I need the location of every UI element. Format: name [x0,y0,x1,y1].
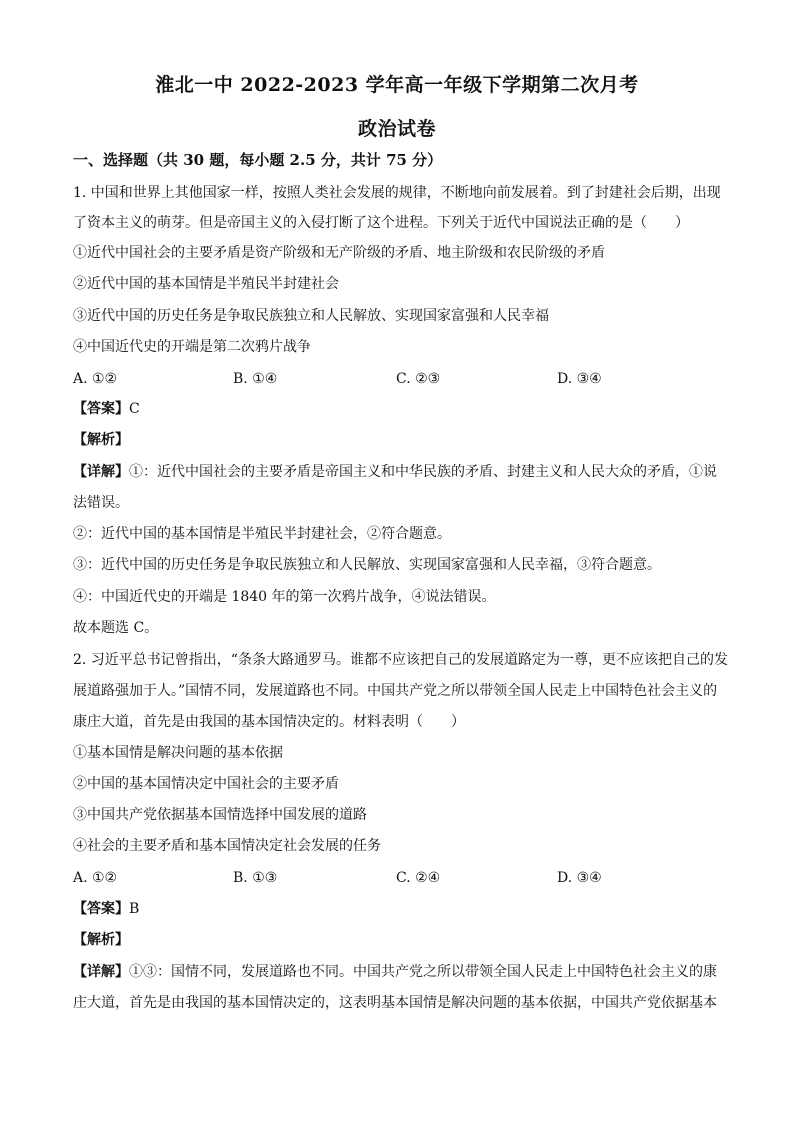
q2-option-a: A. ①② [73,870,118,886]
q1-statement: ④中国近代史的开端是第二次鸦片战争 [73,339,311,355]
analysis-tag: 【解析】 [73,432,129,448]
q2-statement: ④社会的主要矛盾和基本国情决定社会发展的任务 [73,838,381,854]
q2-detail-line: 庄大道，首先是由我国的基本国情决定的，这表明基本国情是解决问题的基本依据，中国共产党依据基本 [73,995,717,1011]
page-subtitle: 政治试卷 [357,118,436,140]
q2-option-b: B. ①③ [233,870,278,886]
q1-answer [73,399,723,419]
detail-text: ①③：国情不同，发展道路也不同。中国共产党之所以带领全国人民走上中国特色社会主义的康 [129,964,717,980]
q1-detail-line: ②：近代中国的基本国情是半殖民半封建社会，②符合题意。 [73,526,451,542]
q1-option-c: C. ②③ [396,371,441,387]
q2-answer [73,899,723,919]
q2-detail [73,962,723,982]
q2-statement: ②中国的基本国情决定中国社会的主要矛盾 [73,776,339,792]
q1-option-d: D. ③④ [557,371,602,387]
q2-stem-line: 2. 习近平总书记曾指出，“条条大路通罗马。谁都不应该把自己的发展道路定为一尊，更不应该把自己的发 [73,652,728,668]
q1-detail-line: ④：中国近代史的开端是 1840 年的第一次鸦片战争，④说法错误。 [73,589,496,605]
q1-stem-line: 1. 中国和世界上其他国家一样，按照人类社会发展的规律，不断地向前发展着。到了封建社会后期，出现 [73,185,721,201]
answer-value: B [129,901,140,917]
q1-conclusion: 故本题选 C。 [73,620,159,636]
answer-value: C [129,401,140,417]
q2-statement: ①基本国情是解决问题的基本依据 [73,745,283,761]
analysis-tag: 【解析】 [73,932,129,948]
q2-analysis [73,930,723,950]
q1-statement: ②近代中国的基本国情是半殖民半封建社会 [73,276,339,292]
section-heading: 一、选择题（共 30 题，每小题 2.5 分，共计 75 分） [73,151,443,169]
detail-tag: 【详解】 [73,464,129,480]
q2-option-c: C. ②④ [396,870,441,886]
q1-statement: ③近代中国的历史任务是争取民族独立和人民解放、实现国家富强和人民幸福 [73,308,549,324]
q1-detail-line: 法错误。 [73,495,129,511]
answer-tag: 【答案】 [73,901,129,917]
q1-detail [73,462,723,482]
q1-statement: ①近代中国社会的主要矛盾是资产阶级和无产阶级的矛盾、地主阶级和农民阶级的矛盾 [73,245,605,261]
q2-stem-line: 康庄大道，首先是由我国的基本国情决定的。材料表明（ ） [73,714,465,730]
answer-tag: 【答案】 [73,401,129,417]
q1-analysis [73,430,723,450]
q1-stem-line: 了资本主义的萌芽。但是帝国主义的入侵打断了这个进程。下列关于近代中国说法正确的是（ ） [73,215,689,231]
detail-text: ①：近代中国社会的主要矛盾是帝国主义和中华民族的矛盾、封建主义和人民大众的矛盾，①说 [129,464,717,480]
q2-statement: ③中国共产党依据基本国情选择中国发展的道路 [73,807,367,823]
q1-option-a: A. ①② [73,371,118,387]
q1-detail-line: ③：近代中国的历史任务是争取民族独立和人民解放、实现国家富强和人民幸福，③符合题意。 [73,557,661,573]
q2-option-d: D. ③④ [557,870,602,886]
detail-tag: 【详解】 [73,964,129,980]
q2-stem-line: 展道路强加于人。”国情不同，发展道路也不同。中国共产党之所以带领全国人民走上中国特色社会主义的 [73,683,718,699]
page-title: 淮北一中 2022-2023 学年高一年级下学期第二次月考 [155,74,639,96]
q1-option-b: B. ①④ [233,371,278,387]
